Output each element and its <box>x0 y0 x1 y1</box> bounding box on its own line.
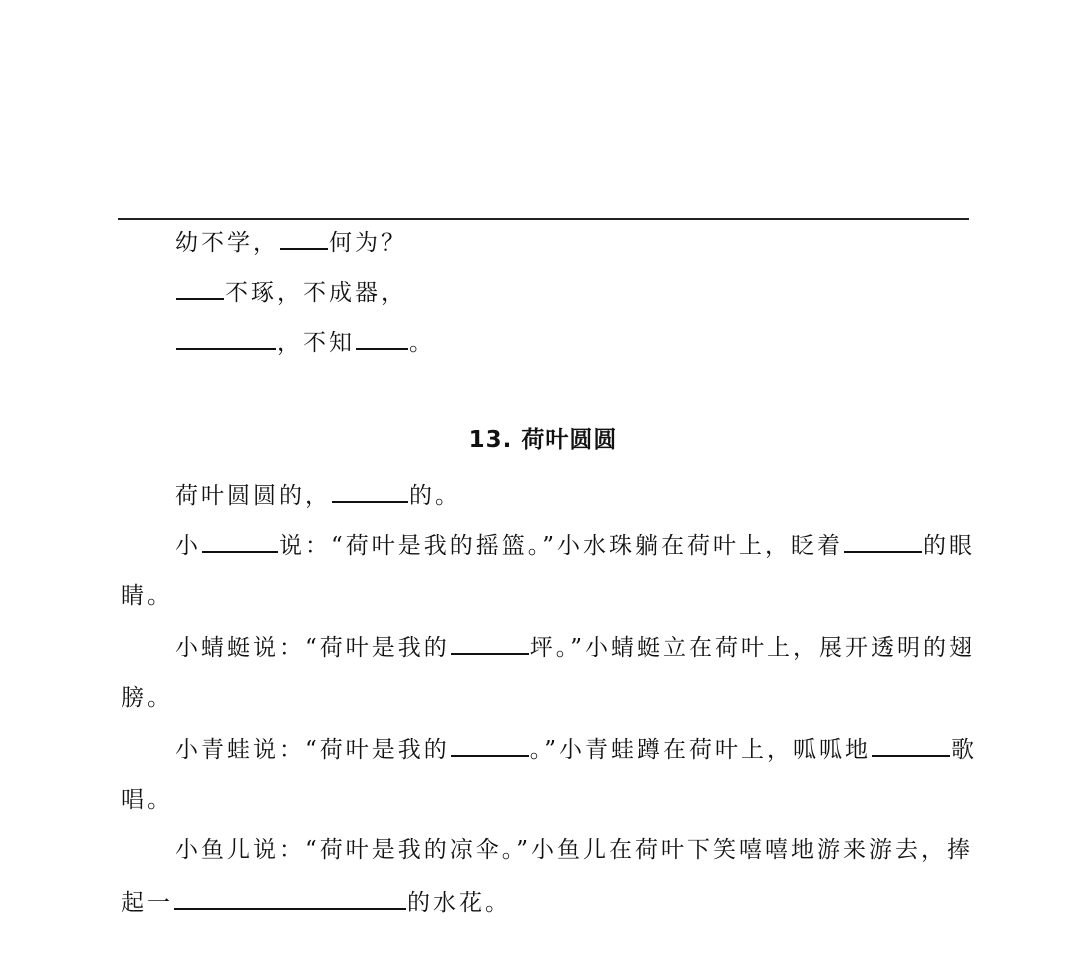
fill-blank[interactable] <box>176 326 276 350</box>
fill-blank[interactable] <box>174 886 406 910</box>
paragraph-2-wrap <box>121 581 173 611</box>
text-line-2 <box>175 276 407 306</box>
text-segment: 的眼 <box>923 533 976 559</box>
text-segment: 起一 <box>121 890 173 916</box>
paragraph-2 <box>175 529 975 559</box>
fill-blank[interactable] <box>451 733 529 757</box>
fill-blank[interactable] <box>176 276 224 300</box>
paragraph-5-wrap <box>121 886 511 916</box>
text-segment: 荷叶圆圆的， <box>175 483 331 509</box>
text-segment: 何为？ <box>329 230 407 256</box>
fill-blank[interactable] <box>202 529 278 553</box>
text-segment: 睛。 <box>121 583 173 609</box>
text-segment: 的水花。 <box>407 890 511 916</box>
paragraph-1 <box>175 479 461 509</box>
fill-blank[interactable] <box>332 479 408 503</box>
text-segment: 。 <box>409 330 435 356</box>
top-divider-rule <box>118 218 969 220</box>
text-line-1 <box>175 226 407 256</box>
text-segment: 小蜻蜓说：“荷叶是我的 <box>175 635 450 661</box>
text-segment: 幼不学， <box>175 230 279 256</box>
paragraph-4 <box>175 733 977 763</box>
fill-blank[interactable] <box>280 226 328 250</box>
text-segment: 的。 <box>409 483 461 509</box>
text-segment: 歌 <box>951 737 978 763</box>
fill-blank[interactable] <box>872 733 950 757</box>
text-segment: ，不知 <box>277 330 355 356</box>
paragraph-3 <box>175 631 975 661</box>
paragraph-4-wrap <box>121 785 173 815</box>
text-line-3 <box>175 326 435 356</box>
text-segment: 小鱼儿说：“荷叶是我的凉伞。”小鱼儿在荷叶下笑嘻嘻地游来游去，捧 <box>175 837 974 863</box>
text-segment: 膀。 <box>121 685 173 711</box>
paragraph-3-wrap <box>121 683 173 713</box>
text-segment: 唱。 <box>121 787 173 813</box>
text-segment: 说：“荷叶是我的摇篮。”小水珠躺在荷叶上，眨着 <box>279 533 844 559</box>
text-segment: 不琢，不成器， <box>225 280 407 306</box>
text-segment: 小青蛙说：“荷叶是我的 <box>175 737 450 763</box>
lesson-title: 13. 荷叶圆圆 <box>468 427 618 453</box>
fill-blank[interactable] <box>356 326 408 350</box>
paragraph-5 <box>175 835 973 865</box>
text-segment: 。”小青蛙蹲在荷叶上，呱呱地 <box>529 737 872 763</box>
text-segment: 坪。”小蜻蜓立在荷叶上，展开透明的翅 <box>529 635 976 661</box>
fill-blank[interactable] <box>451 631 529 655</box>
fill-blank[interactable] <box>844 529 922 553</box>
text-segment: 小 <box>175 533 201 559</box>
